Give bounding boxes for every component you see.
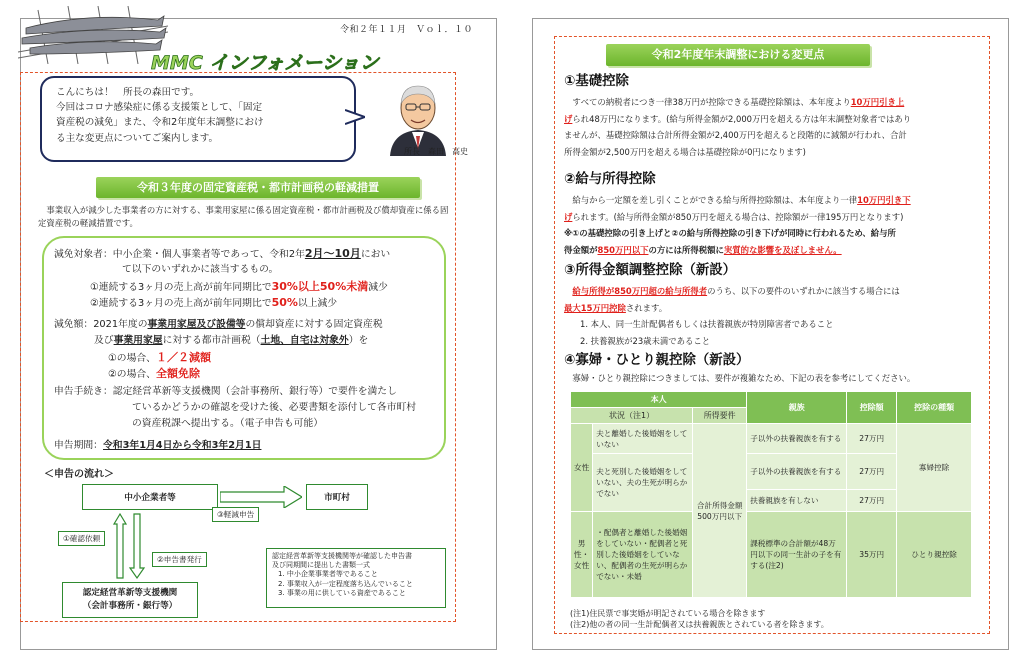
cell-amount: 27万円 (847, 424, 897, 454)
amount-row: 減免額：2021年度の事業用家屋及び設備等の償却資産に対する固定資産税 (54, 319, 383, 330)
th-income: 所得要件 (693, 408, 747, 424)
greeting-line: 今回はコロナ感染症に係る支援策として、「固定 (56, 102, 263, 114)
cell-female: 女性 (571, 424, 593, 512)
target-row-cont: て以下のいずれかに該当するもの。 (122, 264, 279, 275)
condition-2: ②連続する3ヶ月の売上高が前年同期比で50%以上減少 (90, 296, 338, 309)
section-title-tax-relief: 令和３年度の固定資産税・都市計画税の軽減措置 (96, 177, 420, 198)
flow-arrow-right-icon (220, 486, 302, 508)
cell-amount: 27万円 (847, 490, 897, 512)
th-amount: 控除額 (847, 392, 897, 424)
section-title-year-end: 令和2年度年末調整における変更点 (606, 44, 870, 66)
deduction-table (570, 391, 972, 598)
th-relative: 親族 (747, 392, 847, 424)
greeting-line: こんにちは！ 所長の森田です。 (56, 87, 200, 98)
condition-1: ①連続する3ヶ月の売上高が前年同期比で30%以上50%未満減少 (90, 280, 388, 293)
cell-relative: 課税標準の合計額が48万円以下の同一生計の子を有する(注2) (747, 512, 847, 598)
heading-income-adjustment: ③所得金額調整控除（新設） (564, 263, 737, 278)
case-1: ①の場合、１／２減額 (108, 351, 211, 364)
cell-amount: 35万円 (847, 512, 897, 598)
procedure-line: ているかどうかの確認を受けた後、必要書類を添付して各市町村 (132, 402, 417, 413)
income-adjustment-text: 給与所得が850万円超の給与所得者のうち、以下の要件のいずれかに該当する場合には 最大15万円控除されます。 1. 本人、同一生計配偶者もしくは扶養親族が特別障害者であること 2. 扶養親族が23歳未満であること (564, 286, 900, 346)
cell-status: ・配偶者と離婚した後婚姻をしていない・配偶者と死別した後婚姻をしていない、配偶者の生死が明らかでない・未婚 (593, 512, 693, 598)
basic-deduction-text: すべての納税者につき一律38万円が控除できる基礎控除額は、本年度より10万円引き上 げられ48万円になります。(給与所得金額が2,000万円を超える方は年末調整対象者ではあり ませんが、基礎控除額は合計所得金額が2,400万円を超えると段階的に減額が行われ、合計 所得金額が2,500万円を超える場合は基礎控除が0円になります) (564, 97, 912, 157)
heading-widow-single-parent: ④寡婦・ひとり親控除（新設） (564, 353, 750, 368)
cell-relative: 子以外の扶養親族を有する (747, 424, 847, 454)
bubble-tail (345, 108, 365, 126)
cell-income: 合計所得金額500万円以下 (693, 424, 747, 598)
cell-male-female: 男性・女性 (571, 512, 593, 598)
flow-node-support-org: 認定経営革新等支援機関 （会計事務所・銀行等） (62, 582, 198, 618)
heading-salary-deduction: ②給与所得控除 (564, 172, 656, 187)
cell-status: 夫と死別した後婚姻をしていない、夫の生死が明らかでない (593, 454, 693, 512)
cell-relative: 扶養親族を有しない (747, 490, 847, 512)
cell-status: 夫と離婚した後婚姻をしていない (593, 424, 693, 454)
procedure-line: の資産税課へ提出する。（電子申告も可能） (132, 418, 324, 429)
president-portrait (380, 76, 456, 156)
greeting-line: 資産税の減免」また、令和2年度年末調整におけ (56, 117, 264, 129)
issue-number: 令和２年１１月 Ｖｏｌ．１０ (340, 25, 474, 35)
greeting-bubble (40, 76, 356, 162)
flow-step-2: ②申告書発行 (152, 552, 207, 567)
case-2: ②の場合、全額免除 (108, 367, 200, 380)
flow-step-3: ③軽減申告 (212, 507, 259, 522)
procedure-row: 申告手続き：認定経営革新等支援機関（会計事務所、銀行等）で要件を満たし (54, 386, 397, 397)
th-person: 本人 (571, 392, 747, 408)
deadline-row: 申告期間：令和3年1月4日から令和3年2月1日 (54, 440, 262, 451)
required-documents-note: 認定経営革新等支援機関等が確認した申告書 及び同期間に提出した書類一式 1. 中小企業事業者等であること 2. 事業収入が一定程度落ち込んでいること 3. 事業の用に供している資産であること (266, 548, 446, 608)
amount-row-cont: 及び事業用家屋に対する都市計画税（土地、自宅は対象外）を (94, 335, 369, 346)
target-label: 減免対象者： (54, 249, 113, 260)
cell-kind: 寡婦控除 (897, 424, 972, 512)
brand-text: MMC インフォメーション (151, 52, 379, 74)
flow-node-city: 市町村 (306, 484, 368, 510)
flow-step-1: ①確認依頼 (58, 531, 105, 546)
flow-arrow-updown-icon (110, 512, 150, 580)
cell-kind: ひとり親控除 (897, 512, 972, 598)
th-kind: 控除の種類 (897, 392, 972, 424)
heading-basic-deduction: ①基礎控除 (564, 74, 629, 89)
greeting-line: る主な変更点についてご案内します。 (56, 132, 219, 144)
salary-deduction-text: 給与から一定額を差し引くことができる給与所得控除額は、本年度より一律10万円引き下 げられます。(給与所得金額が850万円を超える場合は、控除額が一律195万円となります) ※①の基礎控除の引き上げと②の給与所得控除の引き下げが同時に行われるため、給与所 得金額が850万円以下の方には所得税額に実質的な影響を及ぼしません。 (564, 195, 911, 255)
target-row: 減免対象者：中小企業・個人事業者等であって、令和2年2月～10月におい (54, 247, 391, 260)
president-name: 所長 森田 高史 (404, 147, 468, 156)
table-notes: (注1)住民票で事実婚が明記されている場合を除きます (注2)他の者の同一生計配偶者又は扶養親族とされている者を除きます。 (570, 609, 829, 629)
flow-title: ＜申告の流れ＞ (44, 469, 114, 480)
cell-relative: 子以外の扶養親族を有する (747, 454, 847, 490)
flow-node-sme: 中小企業者等 (82, 484, 218, 510)
th-status: 状況（注1） (571, 408, 693, 424)
widow-intro-text: 寡婦・ひとり親控除につきましては、要件が複雑なため、下記の表を参考にしてください。 (572, 373, 916, 383)
deadline-value: 令和3年1月4日から令和3年2月1日 (102, 440, 262, 451)
target-period: 2月～10月 (304, 247, 361, 260)
cell-amount: 27万円 (847, 454, 897, 490)
intro-text: 事業収入が減少した事業者の方に対する、事業用家屋に係る固定資産税・都市計画税及び償却資産に係る固定資産税の軽減措置です。 (38, 205, 449, 228)
